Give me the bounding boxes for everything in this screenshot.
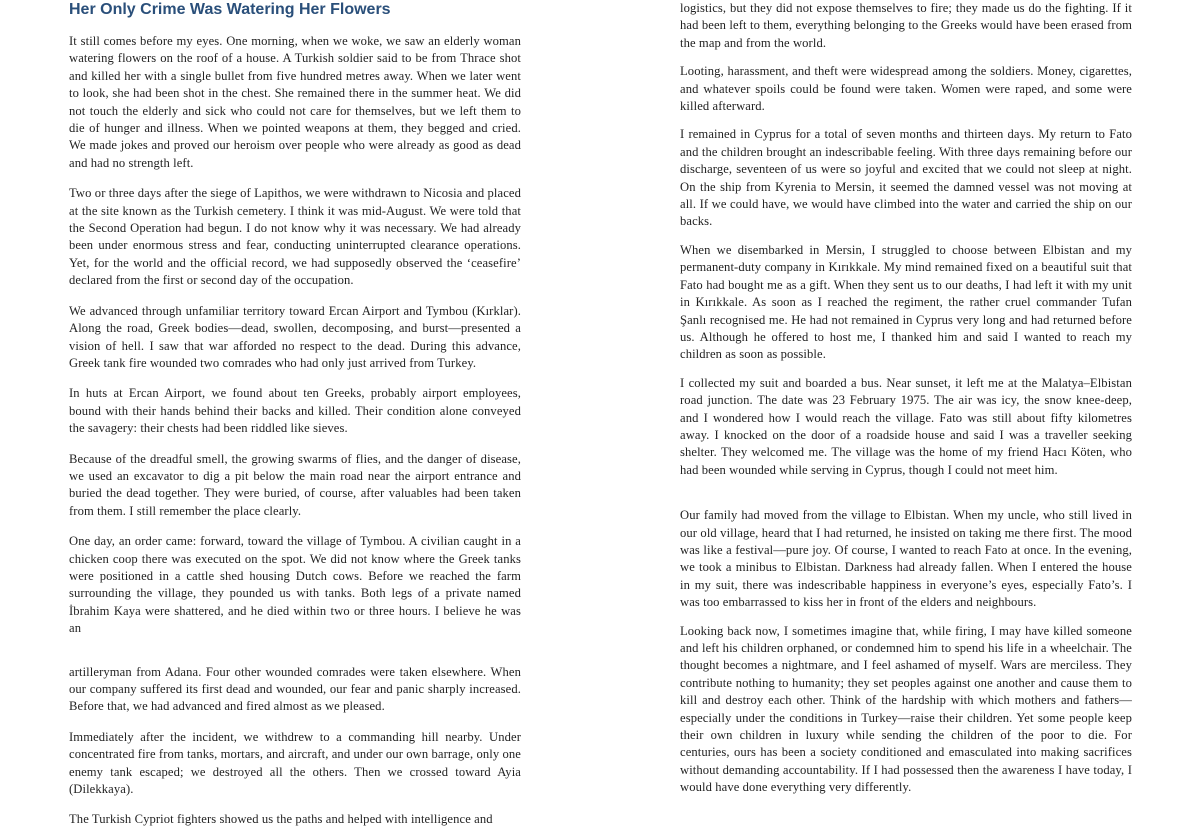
paragraph: Because of the dreadful smell, the growing swarms of flies, and the danger of disease, we used an excavator to dig a pit below the main road near the airport entrance and buried the dead together. They were buried, of course, after valuables had been taken from them. I still remember the place clearly. [69, 451, 521, 518]
paragraph: I collected my suit and boarded a bus. Near sunset, it left me at the Malatya–Elbistan road junction. The date was 23 February 1975. The air was icy, the snow knee-deep, and I wondered how I would reach the village. Fato was still about fifty kilometres away. I knocked on the door of a roadside house and said I was a traveller seeking shelter. They welcomed me. The village was the home of my friend Hacı Köten, who had been wounded while serving in Cyprus, though I could not meet him. [680, 375, 1132, 477]
paragraph: I remained in Cyprus for a total of seven months and thirteen days. My return to Fato and the children brought an indescribable feeling. With three days remaining before our discharge, seventeen of us were so joyful and excited that we could not sleep at night. On the ship from Kyrenia to Mersin, it seemed the damned vessel was not moving at all. If we could have, we would have climbed into the water and carried the ship on our backs. [680, 127, 1132, 229]
paragraph: Immediately after the incident, we withdrew to a commanding hill nearby. Under concentrated fire from tanks, mortars, and aircraft, and under our own barrage, only one enemy tank escaped; we destroyed all the others. Then we crossed toward Ayia (Dilekkaya). [69, 729, 521, 797]
paragraph: logistics, but they did not expose themselves to fire; they made us do the fighting. If it had been left to them, everything belonging to the Greeks would have been erased from the map and from the world. [680, 1, 1132, 50]
paragraph: Two or three days after the siege of Lapithos, we were withdrawn to Nicosia and placed at the site known as the Turkish cemetery. I think it was mid-August. We were told that the Second Operation had begun. I do not know why it was necessary. We had already been under enormous stress and fear, conducting uninterrupted clearance operations. Yet, for the world and the official record, we had supposedly observed the ‘ceasefire’ declared from the first or second day of the occupation. [69, 186, 521, 288]
paragraph: It still comes before my eyes. One morning, when we woke, we saw an elderly woman watering flowers on the roof of a house. A Turkish soldier said to be from Thrace shot and killed her with a single bullet from five hundred metres away. When we later went to look, she had been shot in the chest. She remained there in the summer heat. We did not touch the elderly and sick who could not care for themselves, but we left them to die of hunger and illness. When we pointed weapons at them, they begged and cried. We made jokes and proved our heroism over people who were already as good as dead and had no strength left. [69, 34, 521, 170]
paragraph: Looking back now, I sometimes imagine that, while firing, I may have killed someone and left his children orphaned, or condemned him to spend his life in a wheelchair. The thought becomes a nightmare, and I feel ashamed of myself. Wars are merciless. They contribute nothing to humanity; they set peoples against one another and cause them to kill and destroy each other. Think of the hardship with which mothers and fathers—especially under the conditions in Turkey—raise their children. Yet some people keep their own children in luxury while sending the children of the poor to die. For centuries, ours has been a society conditioned and emasculated into making sacrifices without demanding accountability. If I had possessed then the awareness I have today, I would have done everything very differently. [680, 623, 1132, 795]
paragraph: The Turkish Cypriot fighters showed us the paths and helped with intelligence and [69, 812, 493, 827]
paragraph: One day, an order came: forward, toward the village of Tymbou. A civilian caught in a chicken coop there was executed on the spot. We did not know where the Greek tanks were positioned in a cattle shed housing Dutch cows. Before we reached the farm surrounding the village, they pounded us with tanks. Both legs of a private named İbrahim Kaya were shattered, and he died within two or three hours. I believe he was an [69, 534, 521, 636]
paragraph: Looting, harassment, and theft were widespread among the soldiers. Money, cigarettes, and whatever spoils could be found were taken. Women were raped, and some were killed afterward. [680, 64, 1132, 114]
left-column [69, 0, 521, 829]
paragraph: Our family had moved from the village to Elbistan. When my uncle, who still lived in our old village, heard that I had returned, he insisted on taking me there first. The mood was like a festival—pure joy. Of course, I wanted to reach Fato at once. In the evening, we took a minibus to Elbistan. Darkness had already fallen. When I entered the house in my suit, there was indescribable happiness in everyone’s eyes, especially Fato’s. I was too embarrassed to kiss her in front of the elders and neighbours. [680, 508, 1132, 610]
paragraph: When we disembarked in Mersin, I struggled to choose between Elbistan and my permanent-duty company in Kırıkkale. My mind remained fixed on a beautiful suit that Fato had bought me as a gift. When they sent us to our deaths, I had left it with my unit in Kırıkkale. As soon as I reached the regiment, the rather cruel commander Tufan Şanlı recognised me. He had not remained in Cyprus very long and had returned before us. Although he offered to host me, I thanked him and said I wanted to reach my children as soon as possible. [680, 242, 1132, 362]
right-column [680, 0, 1132, 797]
paragraph: artilleryman from Adana. Four other wounded comrades were taken elsewhere. When our company suffered its first dead and wounded, our fear and panic sharply increased. Before that, we had advanced and fired almost as we pleased. [69, 664, 521, 714]
paragraph: We advanced through unfamiliar territory toward Ercan Airport and Tymbou (Kırklar). Along the road, Greek bodies—dead, swollen, decomposing, and burst—presented a vision of hell. I saw that war afforded no respect to the dead. During this advance, Greek tank fire wounded two comrades who had only just arrived from Turkey. [69, 303, 521, 370]
paragraph: In huts at Ercan Airport, we found about ten Greeks, probably airport employees, bound with their hands behind their backs and killed. Their condition alone conveyed the savagery: their chests had been riddled like sieves. [69, 386, 521, 436]
article-title: Her Only Crime Was Watering Her Flowers [69, 1, 391, 18]
